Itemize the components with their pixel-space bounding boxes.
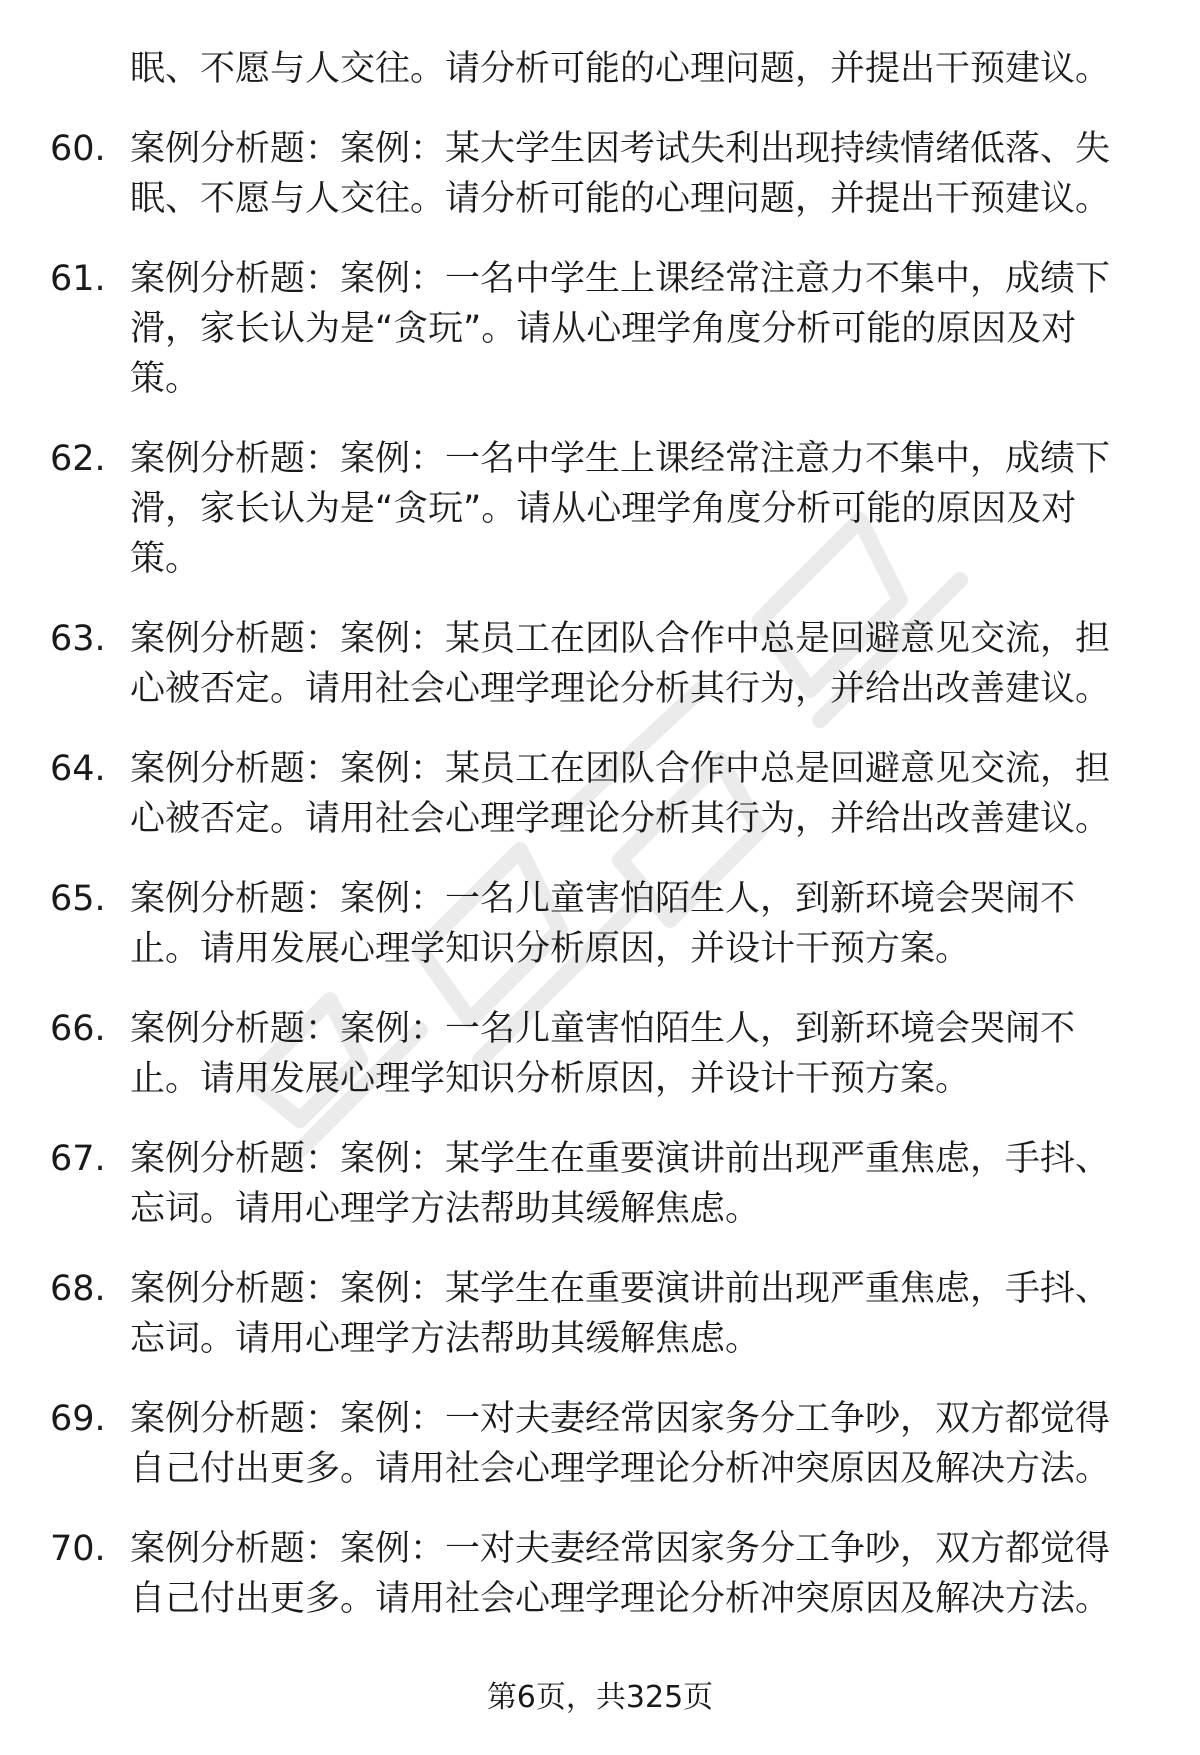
question-item <box>0 1134 1200 1234</box>
continued-question-text: 眠、不愿与人交往。请分析可能的心理问题，并提出干预建议。 <box>130 49 1111 89</box>
question-text: 案例分析题：案例：某学生在重要演讲前出现严重焦虑，手抖、忘词。请用心理学方法帮助其缓解焦虑。 <box>130 1269 1111 1359</box>
question-item <box>0 124 1200 224</box>
question-number: 66. <box>50 1009 106 1049</box>
question-text: 案例分析题：案例：一名儿童害怕陌生人，到新环境会哭闹不止。请用发展心理学知识分析原因，并设计干预方案。 <box>130 1009 1076 1099</box>
question-number: 69. <box>50 1399 106 1439</box>
question-number: 67. <box>50 1139 106 1179</box>
question-item <box>0 874 1200 974</box>
question-number: 60. <box>50 129 106 169</box>
question-number: 68. <box>50 1269 106 1309</box>
question-item <box>0 744 1200 844</box>
question-item <box>0 254 1200 404</box>
question-text: 案例分析题：案例：一名儿童害怕陌生人，到新环境会哭闹不止。请用发展心理学知识分析原因，并设计干预方案。 <box>130 879 1076 969</box>
question-item <box>0 614 1200 714</box>
items-container <box>0 124 1200 1624</box>
page-footer: 第6页，共325页 <box>486 1680 714 1715</box>
question-text: 案例分析题：案例：一对夫妻经常因家务分工争吵，双方都觉得自己付出更多。请用社会心理学理论分析冲突原因及解决方法。 <box>130 1529 1111 1619</box>
question-text: 案例分析题：案例：一名中学生上课经常注意力不集中，成绩下滑，家长认为是“贪玩”。请从心理学角度分析可能的原因及对策。 <box>130 439 1111 579</box>
question-item <box>0 1004 1200 1104</box>
question-text: 案例分析题：案例：一对夫妻经常因家务分工争吵，双方都觉得自己付出更多。请用社会心理学理论分析冲突原因及解决方法。 <box>130 1399 1111 1489</box>
question-item <box>0 1394 1200 1494</box>
question-number: 65. <box>50 879 106 919</box>
question-item <box>0 434 1200 584</box>
question-number: 70. <box>50 1529 106 1569</box>
question-text: 案例分析题：案例：某大学生因考试失利出现持续情绪低落、失眠、不愿与人交往。请分析可能的心理问题，并提出干预建议。 <box>130 129 1111 219</box>
question-number: 64. <box>50 749 106 789</box>
question-number: 62. <box>50 439 106 479</box>
question-item <box>0 1524 1200 1624</box>
question-text: 案例分析题：案例：某学生在重要演讲前出现严重焦虑，手抖、忘词。请用心理学方法帮助其缓解焦虑。 <box>130 1139 1111 1229</box>
question-number: 63. <box>50 619 106 659</box>
question-item <box>0 1264 1200 1364</box>
question-text: 案例分析题：案例：某员工在团队合作中总是回避意见交流，担心被否定。请用社会心理学理论分析其行为，并给出改善建议。 <box>130 619 1111 709</box>
question-text: 案例分析题：案例：某员工在团队合作中总是回避意见交流，担心被否定。请用社会心理学理论分析其行为，并给出改善建议。 <box>130 749 1111 839</box>
question-number: 61. <box>50 259 106 299</box>
question-list <box>0 44 1200 1654</box>
question-text: 案例分析题：案例：一名中学生上课经常注意力不集中，成绩下滑，家长认为是“贪玩”。请从心理学角度分析可能的原因及对策。 <box>130 259 1111 399</box>
